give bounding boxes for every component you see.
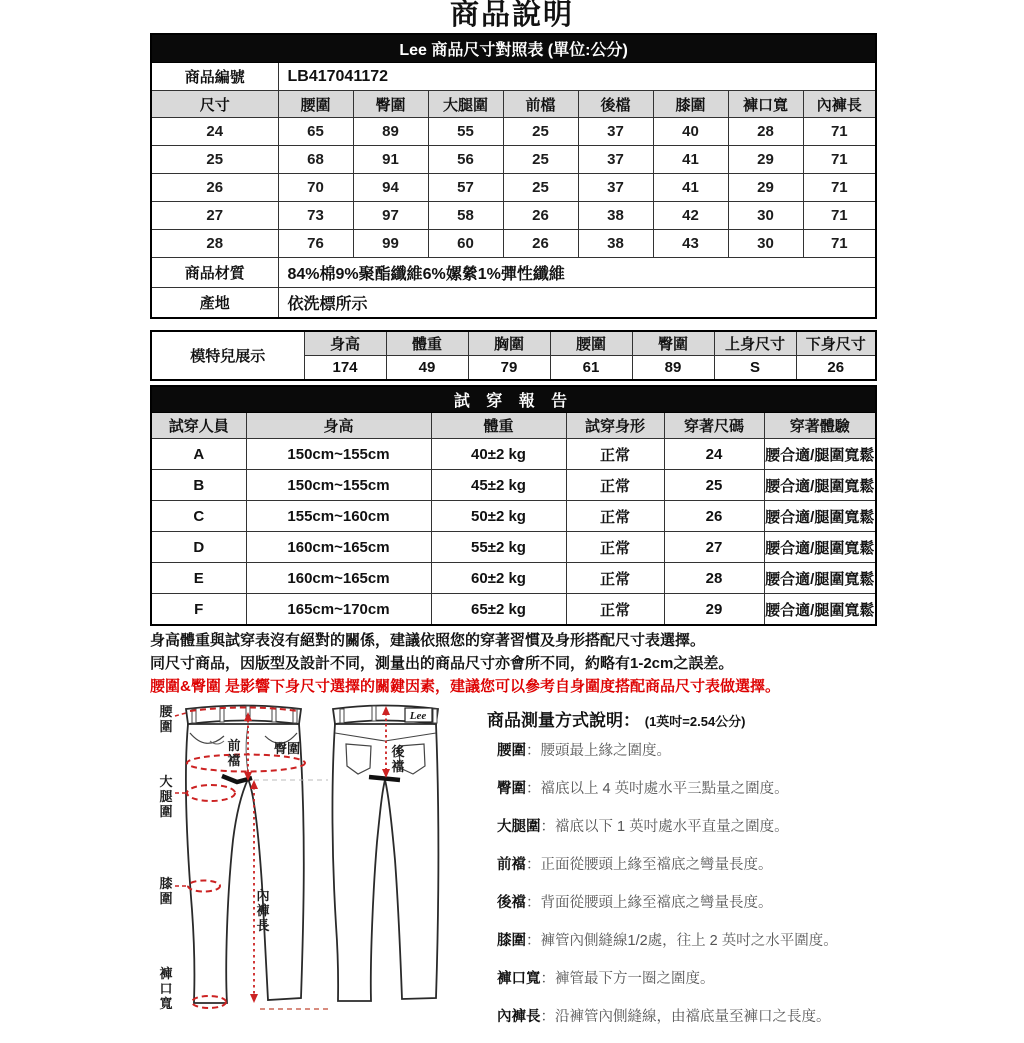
size-cell: 29 [728,146,803,174]
measure-text: ：襠底以下 1 英吋處水平直量之圍度。 [540,819,789,835]
size-cell: 26 [503,202,578,230]
size-col-header: 後檔 [578,91,653,118]
diagram-label-hip: 臀圍 [274,741,301,756]
size-cell: 41 [653,146,728,174]
fit-cell: 24 [664,439,764,470]
size-cell: 41 [653,174,728,202]
size-cell: 73 [278,202,353,230]
fit-cell: E [151,563,246,594]
fit-cell: 40±2 kg [431,439,566,470]
model-cell: 89 [632,356,714,381]
fit-cell: 腰合適/腿圍寬鬆 [764,594,876,626]
measure-guide-heading [487,706,947,731]
model-table-header-row [151,331,876,356]
size-row [151,202,876,230]
size-cell: 25 [503,118,578,146]
size-cell: 43 [653,230,728,258]
measure-guide-item [497,929,947,953]
inseam-arrowhead-bottom [250,994,258,1003]
size-col-header: 褲口寬 [728,91,803,118]
fit-cell: 150cm~155cm [246,470,431,501]
measure-text: ：腰頭最上緣之圍度。 [526,743,671,759]
fit-cell: 正常 [566,594,664,626]
product-code-label: 商品編號 [151,63,278,91]
size-table-banner [151,34,876,63]
size-cell: 25 [151,146,278,174]
measure-label: 後襠 [497,895,526,911]
size-col-header: 腰圍 [278,91,353,118]
fit-cell: 165cm~170cm [246,594,431,626]
fit-cell: 正常 [566,501,664,532]
size-row [151,146,876,174]
measure-guide-item [497,853,947,877]
measure-guide-item [497,815,947,839]
size-col-header: 臀圍 [353,91,428,118]
size-col-header: 尺寸 [151,91,278,118]
fit-cell: 60±2 kg [431,563,566,594]
measure-text: ：沿褲管內側縫線，由襠底量至褲口之長度。 [540,1009,831,1025]
size-cell: 30 [728,202,803,230]
fit-cell: B [151,470,246,501]
measure-guide-item [497,739,947,763]
size-cell: 60 [428,230,503,258]
size-cell: 71 [803,146,876,174]
size-cell: 71 [803,118,876,146]
fitting-row [151,532,876,563]
model-col-header: 下身尺寸 [796,331,876,356]
size-cell: 71 [803,230,876,258]
belt-loop [433,709,437,723]
size-col-header: 前檔 [503,91,578,118]
origin-row [151,288,876,319]
diagram-label-thigh: 大腿圍 [159,774,173,819]
fit-cell: 65±2 kg [431,594,566,626]
size-cell: 71 [803,202,876,230]
size-cell: 68 [278,146,353,174]
belt-loop [340,709,344,723]
fitting-row [151,594,876,626]
size-cell: 56 [428,146,503,174]
fit-col-header: 試穿身形 [566,413,664,439]
fit-cell: 正常 [566,470,664,501]
size-cell: 37 [578,174,653,202]
size-col-header: 大腿圍 [428,91,503,118]
origin-value: 依洗標所示 [278,288,876,319]
size-cell: 71 [803,174,876,202]
size-cell: 25 [503,146,578,174]
fitting-row [151,563,876,594]
fit-cell: 28 [664,563,764,594]
measure-guide-item [497,1005,947,1029]
fit-cell: D [151,532,246,563]
measure-label: 前襠 [497,857,526,873]
fit-col-header: 體重 [431,413,566,439]
fitting-row [151,501,876,532]
size-cell: 57 [428,174,503,202]
material-row [151,258,876,288]
size-cell: 42 [653,202,728,230]
size-cell: 24 [151,118,278,146]
fit-cell: A [151,439,246,470]
fit-cell: 腰合適/腿圍寬鬆 [764,470,876,501]
fitting-report-table [150,385,877,626]
fit-cell: 160cm~165cm [246,563,431,594]
measure-label: 膝圍 [497,933,526,949]
size-table-banner-text: Lee 商品尺寸對照表 (單位:公分) [151,34,876,63]
size-notes [150,629,1010,698]
size-cell: 91 [353,146,428,174]
size-cell: 58 [428,202,503,230]
model-table-label: 模特兒展示 [151,331,304,380]
size-cell: 38 [578,202,653,230]
measure-text: ：正面從腰頭上緣至襠底之彎量長度。 [526,857,773,873]
fit-cell: 正常 [566,532,664,563]
size-cell: 28 [728,118,803,146]
diagram-label-knee: 膝圍 [159,876,173,906]
measure-guide-item [497,967,947,991]
size-cell: 89 [353,118,428,146]
measure-guide-heading-text: 商品測量方式說明： [487,711,640,730]
size-col-header: 膝圍 [653,91,728,118]
measure-text: ：褲管內側縫線1/2處，往上 2 英吋之水平圍度。 [526,933,838,949]
measure-label: 臀圍 [497,781,526,797]
model-table [150,330,877,381]
product-code-value: LB417041172 [278,63,876,91]
measure-label: 腰圍 [497,743,526,759]
note-line: 同尺寸商品，因版型及設計不同，測量出的商品尺寸亦會所不同，約略有1-2cm之誤差。 [150,655,734,672]
size-cell: 70 [278,174,353,202]
measure-guide-item [497,891,947,915]
size-cell: 26 [151,174,278,202]
measure-guide-item [497,777,947,801]
model-cell: 26 [796,356,876,381]
material-label: 商品材質 [151,258,278,288]
model-col-header: 身高 [304,331,386,356]
fitting-report-banner-text: 試 穿 報 告 [151,386,876,413]
fit-cell: 正常 [566,563,664,594]
measure-text: ：背面從腰頭上緣至襠底之彎量長度。 [526,895,773,911]
fit-cell: 150cm~155cm [246,439,431,470]
measure-label: 內褲長 [497,1009,541,1025]
model-cell: 49 [386,356,468,381]
note-line: 身高體重與試穿表沒有絕對的關係，建議依照您的穿著習慣及身形搭配尺寸表選擇。 [150,632,706,649]
fit-cell: 160cm~165cm [246,532,431,563]
fit-cell: 正常 [566,439,664,470]
fit-col-header: 身高 [246,413,431,439]
size-cell: 55 [428,118,503,146]
size-row [151,230,876,258]
origin-label: 產地 [151,288,278,319]
measure-label: 褲口寬 [497,971,541,987]
size-table [150,33,877,319]
diagram-label-front-rise: 前襠 [227,738,241,768]
fit-cell: 29 [664,594,764,626]
belt-loop [220,707,224,722]
model-col-header: 體重 [386,331,468,356]
waist-label-connector [175,713,186,716]
material-value: 84%棉9%聚酯纖維6%嫘縈1%彈性纖維 [278,258,876,288]
measure-guide [487,706,947,1043]
size-cell: 25 [503,174,578,202]
model-cell: 174 [304,356,386,381]
size-cell: 28 [151,230,278,258]
fit-cell: 50±2 kg [431,501,566,532]
fit-cell: 腰合適/腿圍寬鬆 [764,563,876,594]
fit-cell: 腰合適/腿圍寬鬆 [764,439,876,470]
fit-cell: 155cm~160cm [246,501,431,532]
fit-cell: 27 [664,532,764,563]
fit-col-header: 穿著尺碼 [664,413,764,439]
size-cell: 76 [278,230,353,258]
front-jeans-body [186,724,304,1003]
page-title: 商品說明 [449,0,574,31]
size-cell: 37 [578,146,653,174]
measure-text: ：襠底以上 4 英吋處水平三點量之圍度。 [526,781,789,797]
model-cell: 79 [468,356,550,381]
size-cell: 38 [578,230,653,258]
back-crotch-mark [369,777,400,780]
diagram-label-inseam: 內褲長 [256,888,270,933]
size-cell: 65 [278,118,353,146]
fit-cell: 25 [664,470,764,501]
size-cell: 99 [353,230,428,258]
size-cell: 29 [728,174,803,202]
measure-text: ：褲管最下方一圈之圍度。 [540,971,715,987]
model-cell: 61 [550,356,632,381]
brand-logo-lee: Lee [409,710,427,722]
diagram-label-hem: 褲口寬 [159,966,173,1011]
model-col-header: 腰圍 [550,331,632,356]
model-col-header: 臀圍 [632,331,714,356]
size-cell: 94 [353,174,428,202]
size-cell: 97 [353,202,428,230]
measure-guide-heading-note: (1英吋=2.54公分) [644,714,746,729]
size-table-header-row [151,91,876,118]
jeans-measure-diagram [148,700,480,1024]
product-code-row [151,63,876,91]
model-cell: S [714,356,796,381]
fit-cell: 腰合適/腿圍寬鬆 [764,532,876,563]
model-col-header: 胸圍 [468,331,550,356]
diagram-label-back-rise: 後襠 [391,744,405,774]
diagram-label-waist: 腰圍 [159,704,173,734]
size-cell: 27 [151,202,278,230]
measure-label: 大腿圍 [497,819,541,835]
size-cell: 30 [728,230,803,258]
fit-cell: 55±2 kg [431,532,566,563]
fit-cell: 腰合適/腿圍寬鬆 [764,501,876,532]
fitting-header-row [151,413,876,439]
size-cell: 26 [503,230,578,258]
size-col-header: 內褲長 [803,91,876,118]
fit-col-header: 穿著體驗 [764,413,876,439]
model-col-header: 上身尺寸 [714,331,796,356]
fitting-report-banner [151,386,876,413]
size-cell: 40 [653,118,728,146]
fit-col-header: 試穿人員 [151,413,246,439]
size-row [151,118,876,146]
belt-loop [372,706,376,721]
fit-cell: 26 [664,501,764,532]
fitting-row [151,439,876,470]
size-row [151,174,876,202]
fit-cell: C [151,501,246,532]
fitting-row [151,470,876,501]
note-line-warning: 腰圍&臀圍 是影響下身尺寸選擇的關鍵因素，建議您可以參考自身圍度搭配商品尺寸表做選擇。 [150,678,781,695]
size-cell: 37 [578,118,653,146]
fit-cell: 45±2 kg [431,470,566,501]
fit-cell: F [151,594,246,626]
